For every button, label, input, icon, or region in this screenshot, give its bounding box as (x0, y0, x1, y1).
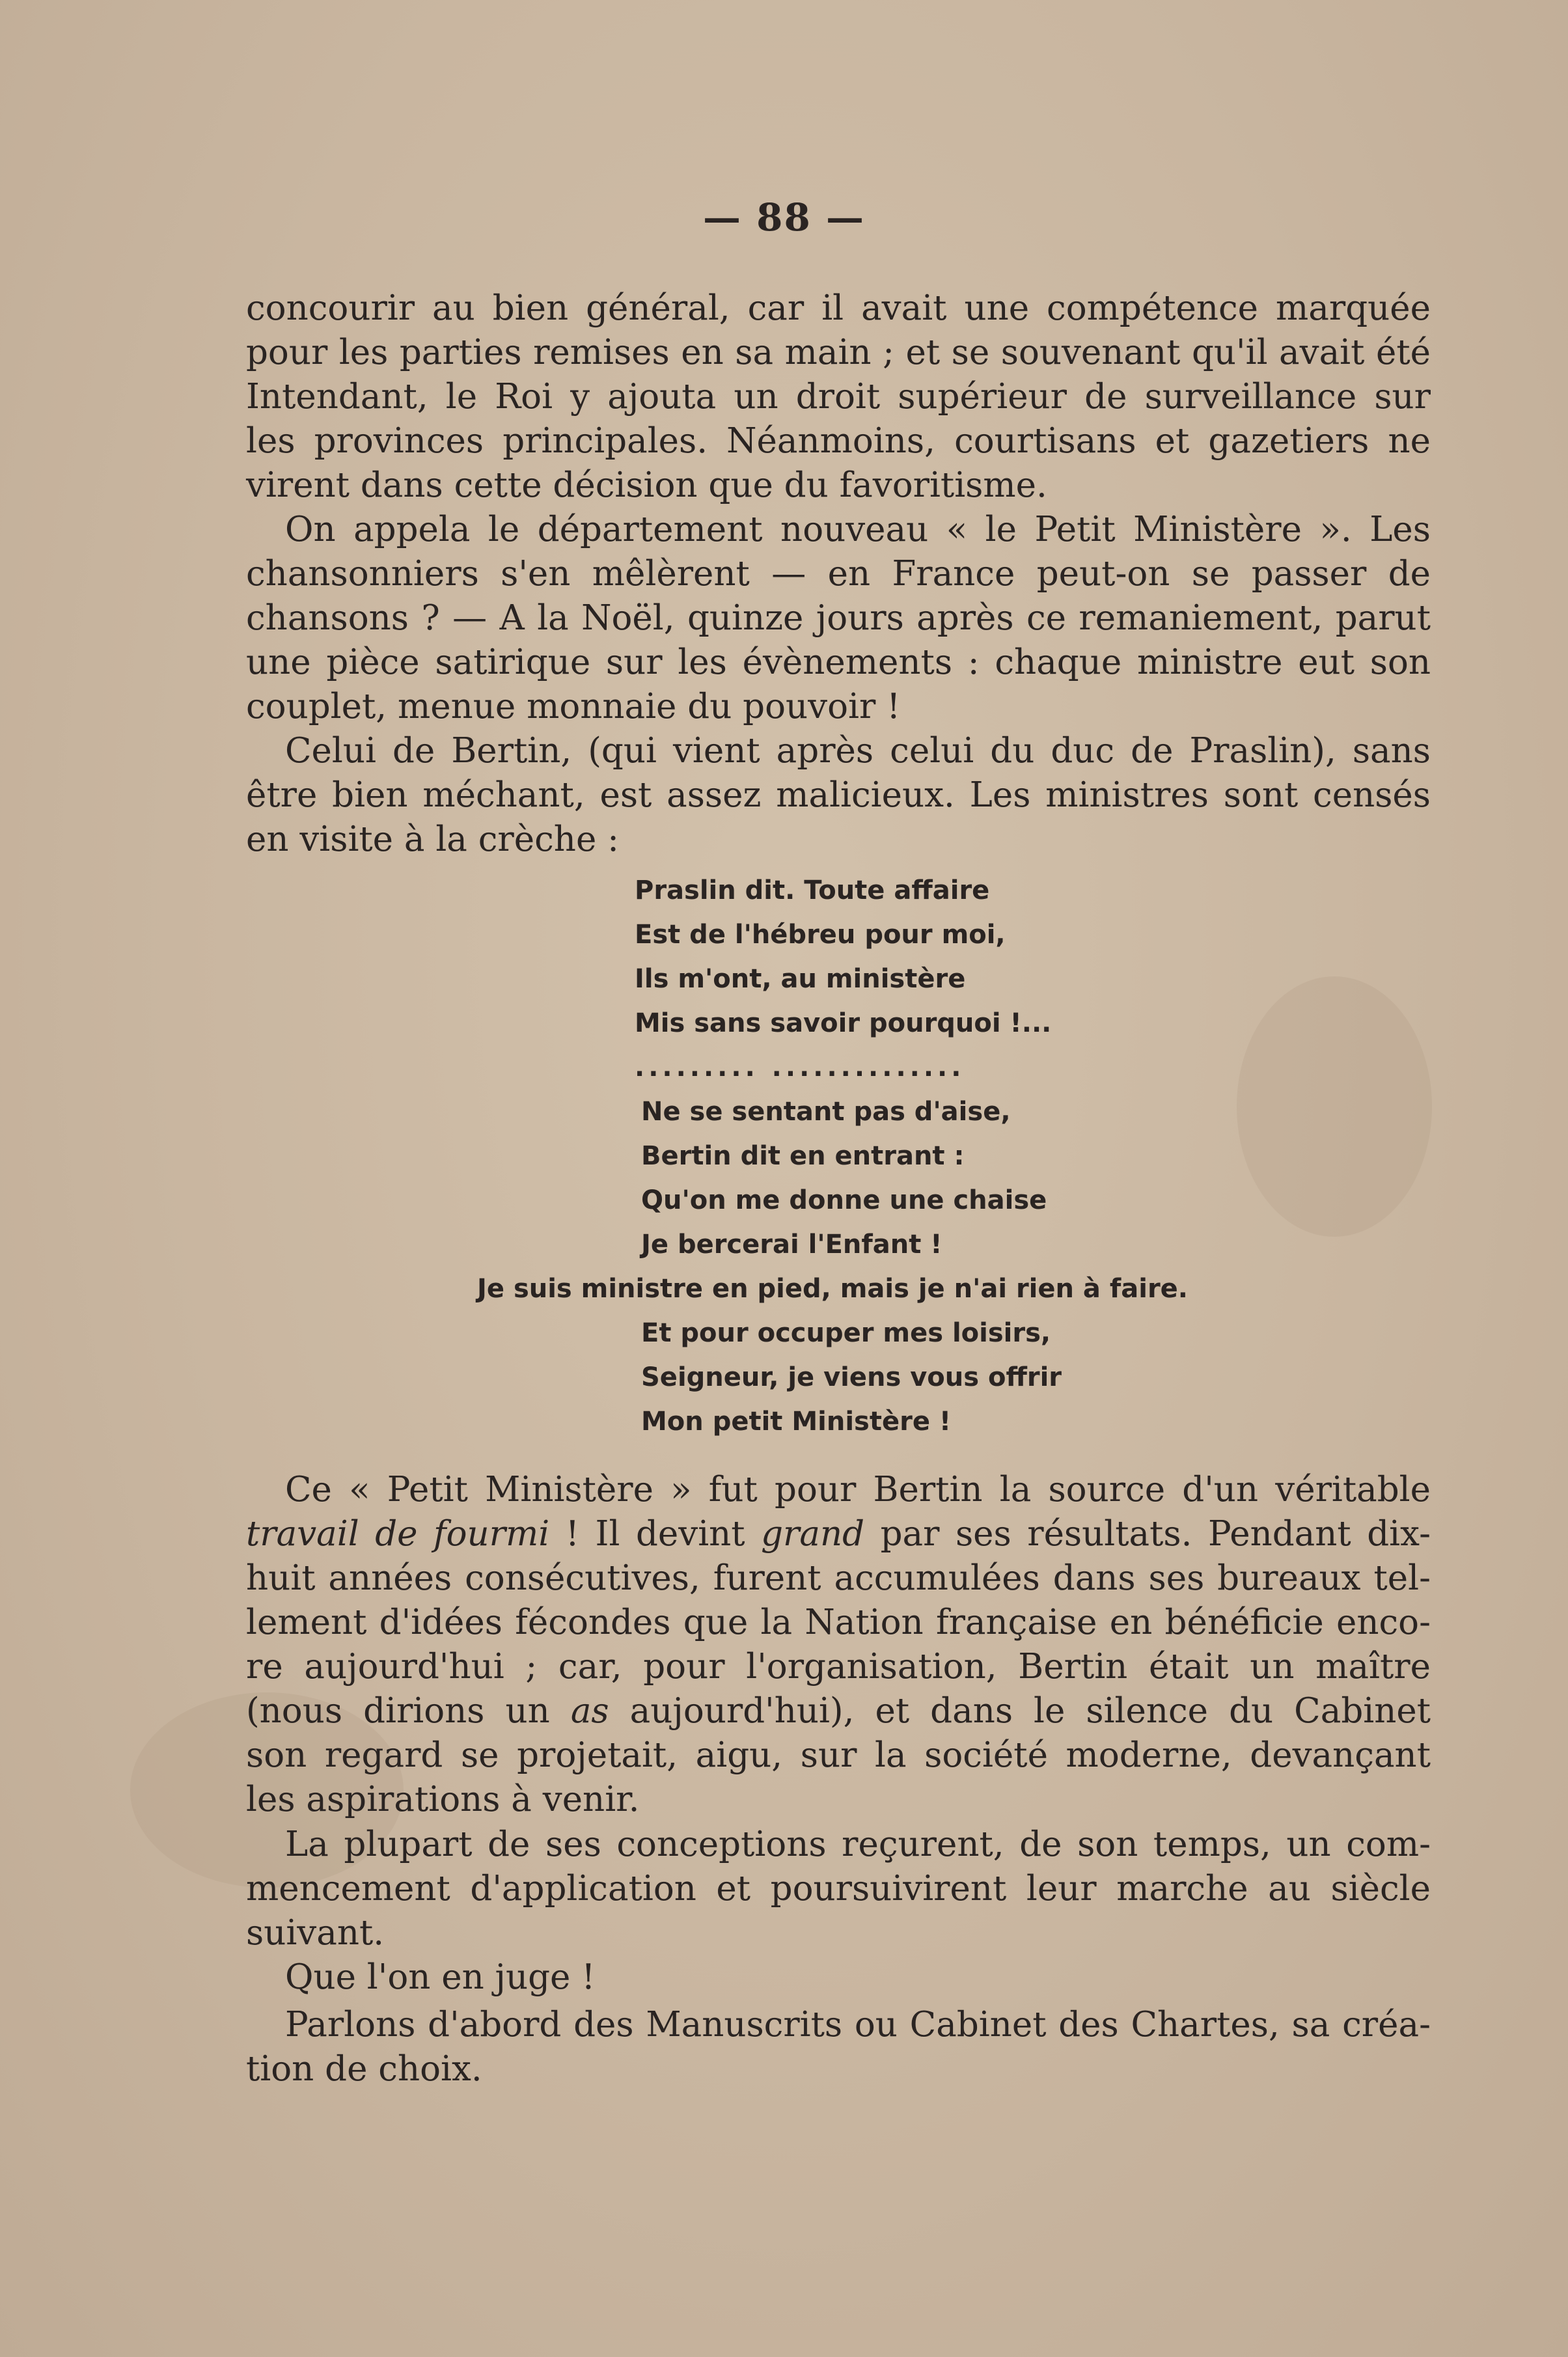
poem-line: Mon petit Ministère ! (641, 1407, 952, 1437)
paragraph-1 (246, 286, 1431, 508)
italic-text: as (570, 1691, 609, 1731)
text-line: re aujourd'hui ; car, pour l'organisation, Bertin était un maître (246, 1647, 1431, 1687)
text-line (246, 1689, 1431, 1733)
paragraph-2 (246, 508, 1431, 729)
text-fragment: par ses résultats. Pendant dix- (864, 1514, 1431, 1554)
poem-long-line: Je suis ministre en pied, mais je n'ai rien à faire. (477, 1274, 1188, 1304)
text-line: virent dans cette décision que du favoritisme. (246, 465, 1047, 505)
poem-line: Seigneur, je viens vous offrir (641, 1362, 1062, 1392)
poem-line: Mis sans savoir pourquoi !... (635, 1008, 1052, 1038)
paragraph-5 (246, 1823, 1431, 1955)
paragraph-3 (246, 729, 1431, 862)
paragraph-4 (246, 1468, 1431, 1822)
paragraph-6 (246, 1955, 1431, 2000)
text-line: les aspirations à venir. (246, 1780, 640, 1819)
text-line (246, 1512, 1431, 1556)
text-line: tion de choix. (246, 2049, 482, 2089)
text-line: Celui de Bertin, (qui vient après celui du duc de Praslin), sans (285, 731, 1431, 771)
text-line: pour les parties remises en sa main ; et se souvenant qu'il avait été (246, 333, 1431, 372)
page-number: — 88 — (702, 195, 866, 240)
paragraph-7 (246, 2003, 1431, 2091)
text-line: suivant. (246, 1913, 385, 1953)
text-line: en visite à la crèche : (246, 820, 620, 859)
text-line: Que l'on en juge ! (285, 1957, 596, 1997)
text-fragment: (nous dirions un (246, 1691, 571, 1731)
italic-text: travail de fourmi (246, 1514, 550, 1554)
text-fragment: ! Il devint (549, 1514, 762, 1554)
poem-line: Qu'on me donne une chaise (641, 1185, 1047, 1215)
text-line: Parlons d'abord des Manuscrits ou Cabinet des Chartes, sa créa- (285, 2005, 1431, 2045)
text-line: concourir au bien général, car il avait une compétence marquée (246, 288, 1431, 328)
text-line: couplet, menue monnaie du pouvoir ! (246, 687, 901, 726)
paper-stain (1237, 976, 1432, 1237)
text-line: une pièce satirique sur les évènements : chaque ministre eut son (246, 642, 1431, 682)
poem-line: Ne se sentant pas d'aise, (641, 1097, 1011, 1127)
poem-line: Est de l'hébreu pour moi, (635, 920, 1006, 950)
text-line: son regard se projetait, aigu, sur la société moderne, devançant (246, 1735, 1431, 1775)
italic-text: grand (761, 1514, 865, 1554)
text-line: huit années consécutives, furent accumulées dans ses bureaux tel- (246, 1558, 1431, 1598)
text-line: être bien méchant, est assez malicieux. Les ministres sont censés (246, 775, 1431, 815)
poem-line: Bertin dit en entrant : (641, 1141, 965, 1171)
poem-line: Et pour occuper mes loisirs, (641, 1318, 1051, 1348)
text-line: chansonniers s'en mêlèrent — en France peut-on se passer de (246, 554, 1431, 594)
text-line: Intendant, le Roi y ajouta un droit supérieur de surveillance sur (246, 377, 1431, 417)
text-line: On appela le département nouveau « le Petit Ministère ». Les (285, 510, 1431, 549)
ellipsis-separator: ......... .............. (635, 1053, 965, 1082)
text-line: mencement d'application et poursuivirent leur marche au siècle (246, 1869, 1431, 1909)
text-line: La plupart de ses conceptions reçurent, de son temps, un com- (285, 1825, 1431, 1864)
text-line: Ce « Petit Ministère » fut pour Bertin la source d'un véritable (285, 1470, 1431, 1509)
poem-line: Je bercerai l'Enfant ! (641, 1230, 942, 1260)
text-line: les provinces principales. Néanmoins, courtisans et gazetiers ne (246, 421, 1431, 461)
poem-line: Ils m'ont, au ministère (635, 964, 966, 994)
text-fragment: aujourd'hui), et dans le silence du Cabinet (609, 1691, 1431, 1731)
poem-line: Praslin dit. Toute affaire (635, 875, 990, 905)
text-line: chansons ? — A la Noël, quinze jours après ce remaniement, parut (246, 598, 1431, 638)
text-line: lement d'idées fécondes que la Nation française en bénéficie enco- (246, 1603, 1431, 1642)
